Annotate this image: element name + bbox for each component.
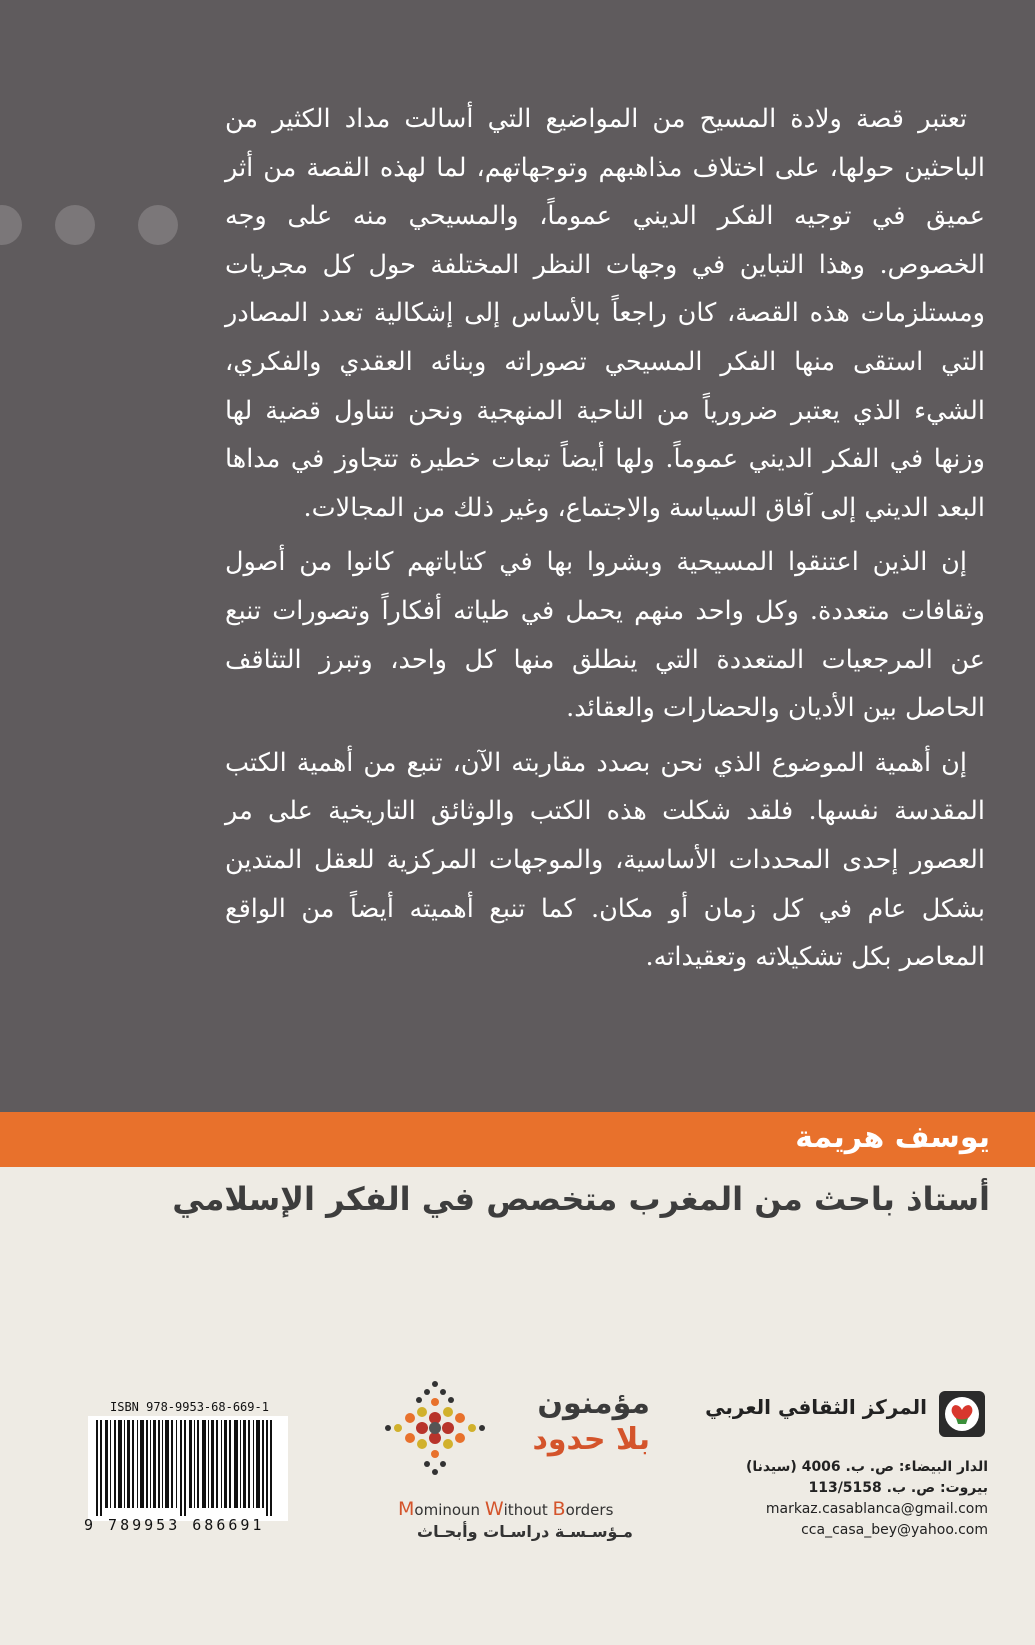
publisher-logo-icon: [936, 1388, 988, 1440]
email-gmail: markaz.casablanca@gmail.com: [765, 1501, 988, 1517]
isbn-label: ISBN 978-9953-68-669-1: [110, 1400, 269, 1414]
blurb-paragraph-2: إن الذين اعتنقوا المسيحية وبشروا بها في كتاباتهم كانوا من أصول وثقافات متعددة. وكل واحد منهم يحمل في طياته أفكاراً وتصورات تنبع عن المرجعيات المتعددة التي ينطلق منها كل واحد، وتبرز التثاقف الحاصل بين الأديان والحضارات والعقائد.: [225, 547, 985, 724]
address-casablanca: الدار البيضاء: ص. ب. 4006 (سيدنا): [745, 1459, 988, 1475]
mominoun-dots-logo-icon: [380, 1378, 490, 1478]
mominoun-english-name: [398, 1498, 613, 1520]
publisher-name: المركز الثقافي العربي: [705, 1395, 927, 1419]
barcode-icon: [88, 1416, 288, 1521]
blurb-text: [225, 95, 985, 988]
mominoun-english-part3: orders: [565, 1501, 614, 1519]
address-beirut: بيروت: ص. ب. 113/5158: [808, 1480, 988, 1496]
blurb-paragraph-1: تعتبر قصة ولادة المسيح من المواضيع التي أسالت مداد الكثير من الباحثين حولها، على اختلاف مذاهبهم وتوجهاتهم، لما لهذه القصة من أثر عميق في توجيه الفكر الديني عموماً، والمسيحي منه على وجه الخصوص. وهذا التباين في وجهات النظر المختلفة حول كل مجريات ومستلزمات هذه القصة، كان راجعاً بالأساس إلى إشكالية تعدد المصادر التي استقى منها الفكر المسيحي تصوراته وبنائه العقدي والفكري، الشيء الذي يعتبر ضرورياً من الناحية المنهجية ونحن نتناول قضية لها وزنها في الفكر الديني عموماً. ولها أيضاً تبعات خطيرة تتجاوز في مداها البعد الديني إلى آفاق السياسة والاجتماع، وغير ذلك من المجالات.: [225, 104, 985, 523]
mominoun-english-m: M: [398, 1498, 415, 1520]
mominoun-title: [510, 1386, 650, 1458]
decorative-dot: [55, 205, 95, 245]
decorative-dot: [0, 205, 22, 245]
mominoun-english-w: W: [484, 1498, 504, 1520]
author-bar: [0, 1112, 1035, 1167]
author-name: يوسف هريمة: [795, 1120, 990, 1155]
email-yahoo: cca_casa_bey@yahoo.com: [801, 1522, 988, 1538]
mominoun-english-part2: ithout: [503, 1501, 553, 1519]
mominoun-english-part1: ominoun: [414, 1501, 485, 1519]
barcode-number: 9 789953 686691: [84, 1516, 265, 1534]
decorative-dots: [0, 205, 200, 255]
mominoun-english-b: B: [552, 1498, 566, 1520]
publisher-address: [668, 1457, 988, 1541]
mominoun-title-line2: بلا حدود: [532, 1422, 650, 1457]
author-description: أستاذ باحث من المغرب متخصص في الفكر الإسلامي: [172, 1180, 990, 1218]
mominoun-title-line1: مؤمنون: [537, 1386, 650, 1421]
blurb-paragraph-3: إن أهمية الموضوع الذي نحن بصدد مقاربته الآن، تنبع من أهمية الكتب المقدسة نفسها. فلقد شكلت هذه الكتب والوثائق التاريخية على مر العصور إحدى المحددات الأساسية، والموجهات المركزية للعقل المتدين بشكل عام في كل زمان أو مكان. كما تنبع أهميته أيضاً من الواقع المعاصر بكل تشكيلاته وتعقيداته.: [225, 747, 985, 973]
mominoun-subtitle: مـؤسـسـة دراسـات وأبحـاث: [417, 1522, 633, 1541]
decorative-dot: [138, 205, 178, 245]
